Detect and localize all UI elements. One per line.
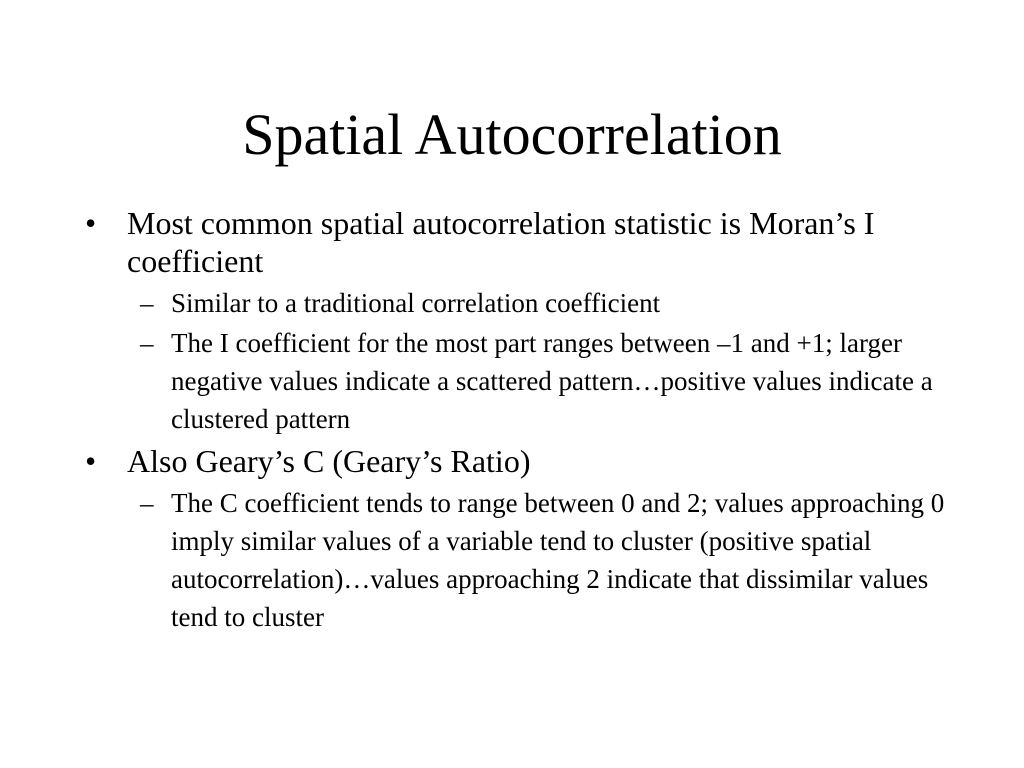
bullet-item-gearys-c — [85, 442, 965, 480]
sub-bullet-item — [85, 484, 965, 636]
sub-bullet-text: The I coefficient for the most part ranges between –1 and +1; larger negative values indicate a scattered pattern…positive values indicate a clustered pattern — [171, 328, 933, 434]
sub-bullet-text: The C coefficient tends to range between 0 and 2; values approaching 0 imply similar values of a variable tend to cluster (positive spatial autocorrelation)…values approaching 2 indicate that dissimilar values tend to cluster — [171, 488, 945, 632]
sub-bullet-item — [85, 284, 965, 322]
bullet-text: Most common spatial autocorrelation statistic is Moran’s I coefficient — [127, 205, 875, 279]
dash-icon: – — [140, 488, 154, 518]
bullet-icon: • — [85, 443, 97, 479]
slide-title: Spatial Autocorrelation — [242, 102, 782, 167]
bullet-icon: • — [85, 205, 97, 241]
slide-body — [85, 204, 965, 636]
sub-bullet-text: Similar to a traditional correlation coefficient — [171, 288, 661, 318]
bullet-text: Also Geary’s C (Geary’s Ratio) — [127, 443, 531, 479]
sub-bullet-item — [85, 324, 965, 438]
dash-icon: – — [140, 328, 154, 358]
dash-icon: – — [140, 288, 154, 318]
bullet-item-morans-i — [85, 204, 965, 280]
